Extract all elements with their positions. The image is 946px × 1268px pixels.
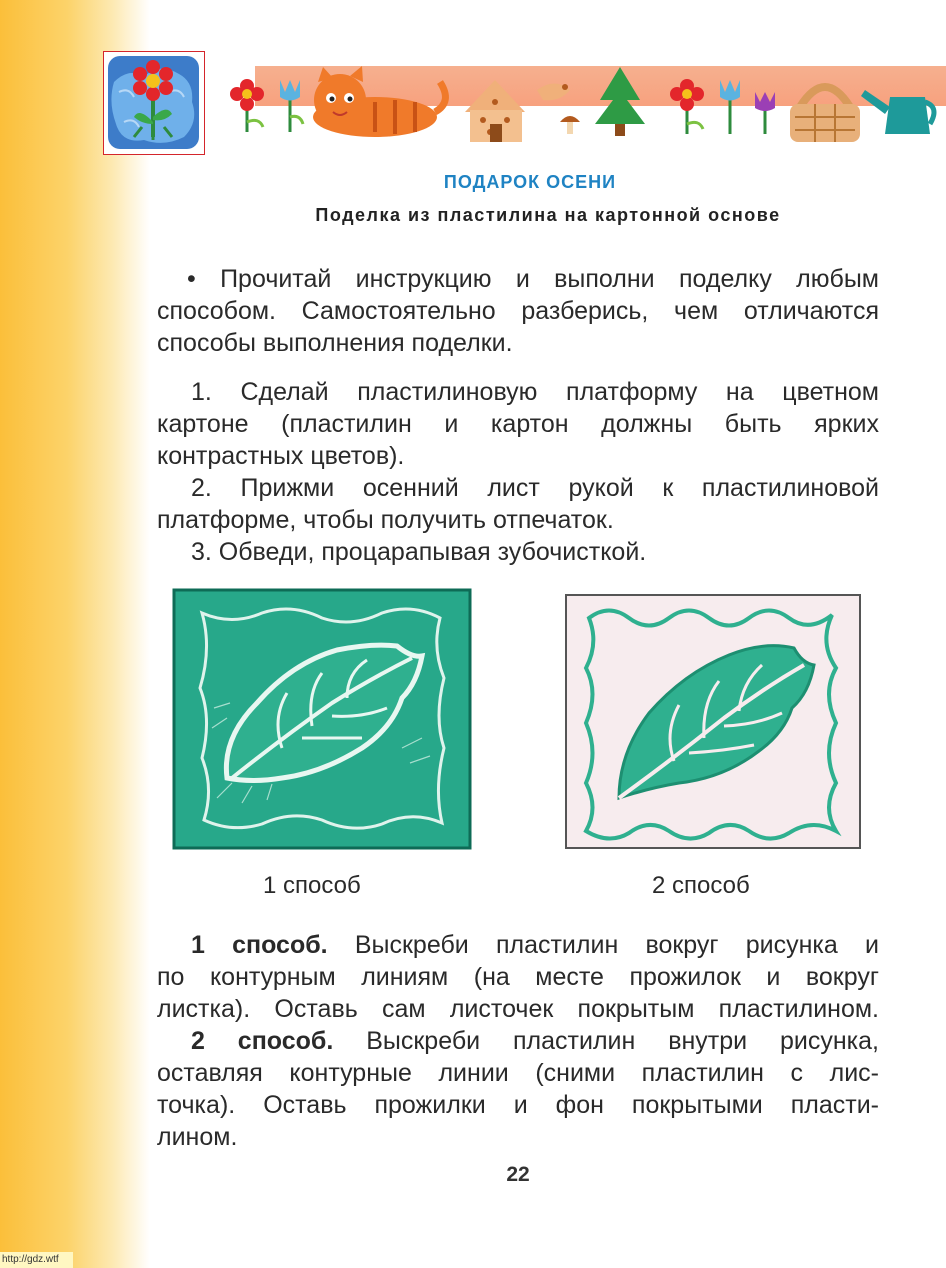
step-line: платформе, чтобы получить отпечаток.: [157, 506, 614, 534]
corner-flower-tile: [103, 51, 205, 155]
intro-line: способом. Самостоятельно разберись, чем отличаются: [157, 297, 879, 325]
steps-list: [157, 376, 879, 568]
page-title: ПОДАРОК ОСЕНИ: [443, 172, 617, 192]
flower-icon: [230, 79, 264, 132]
method-2-paragraph: [157, 1025, 879, 1153]
step-line: 2. Прижми осенний лист рукой к пластилиновой: [191, 474, 879, 502]
header-decor-icons: [225, 62, 940, 150]
method-2-line: [157, 1025, 879, 1057]
method-2-illustration: [564, 593, 862, 850]
method-1-text: Выскреби пластилин вокруг рисунка и: [354, 931, 879, 959]
house-icon: [465, 80, 525, 142]
mushroom-icon: [560, 116, 580, 134]
flower-icon: [670, 79, 704, 134]
step-line: контрастных цветов).: [157, 442, 405, 470]
page-subtitle: Поделка из пластилина на картонной основе: [315, 205, 781, 225]
figure-2-caption: 2 способ: [652, 872, 750, 899]
intro-line: • Прочитай инструкцию и выполни поделку любым: [187, 265, 879, 293]
cat-icon: [313, 66, 445, 137]
tulip-icon: [280, 80, 303, 132]
method-2-line: лином.: [157, 1123, 238, 1151]
step-line: картоне (пластилин и картон должны быть ярких: [157, 410, 879, 438]
method-2-line: точка). Оставь прожилки и фон покрытыми пласти-: [157, 1091, 879, 1119]
tulip-icon: [720, 80, 775, 134]
intro-paragraph: [157, 263, 879, 359]
basket-icon: [790, 87, 860, 142]
step-line: 1. Сделай пластилиновую платформу на цветном: [191, 378, 879, 406]
method-1-illustration: [172, 588, 472, 850]
method-2-label: 2 способ.: [191, 1027, 334, 1055]
fir-tree-icon: [595, 67, 645, 136]
method-1-line: по контурным линиям (на месте прожилок и вокруг: [157, 963, 879, 991]
method-1-line: листка). Оставь сам листочек покрытым пластилином.: [157, 995, 879, 1023]
step-line: 3. Обведи, процарапывая зубочисткой.: [191, 538, 647, 566]
intro-line: способы выполнения поделки.: [157, 329, 513, 357]
method-2-line: оставляя контурные линии (сними пластилин с лис-: [157, 1059, 879, 1087]
figure-1-caption: 1 способ: [263, 872, 361, 899]
flower-tile-icon: [104, 52, 203, 153]
method-1-line: [157, 929, 879, 961]
page-number: 22: [506, 1163, 530, 1186]
bird-icon: [537, 84, 570, 101]
method-1-label: 1 способ.: [191, 931, 328, 959]
watermark-link[interactable]: http://gdz.wtf: [0, 1252, 73, 1268]
watering-can-icon: [861, 90, 934, 134]
method-1-paragraph: [157, 929, 879, 1025]
method-2-text: Выскреби пластилин внутри рисунка,: [366, 1027, 880, 1055]
